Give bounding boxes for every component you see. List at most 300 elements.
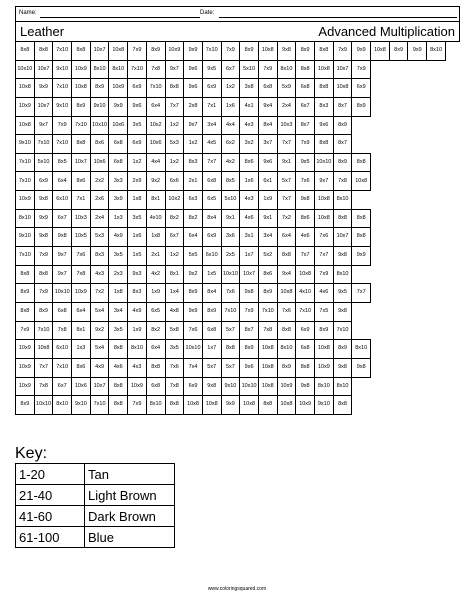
- grid-cell[interactable]: 2x3: [109, 265, 128, 284]
- grid-cell[interactable]: 10x10: [16, 60, 35, 79]
- grid-cell[interactable]: 6x9: [296, 321, 315, 340]
- grid-cell[interactable]: 4x10: [146, 209, 165, 228]
- grid-cell[interactable]: 1x6: [240, 172, 259, 191]
- grid-cell[interactable]: 9x2: [184, 265, 203, 284]
- grid-cell[interactable]: 8x8: [72, 42, 91, 61]
- grid-cell[interactable]: 5x8: [165, 321, 184, 340]
- grid-cell[interactable]: 6x10: [202, 247, 221, 266]
- grid-cell[interactable]: 8x6: [296, 209, 315, 228]
- grid-cell[interactable]: 9x10: [221, 377, 240, 396]
- grid-cell[interactable]: 10x9: [16, 340, 35, 359]
- grid-cell[interactable]: 10x9: [315, 358, 334, 377]
- grid-cell[interactable]: 8x9: [90, 79, 109, 98]
- grid-cell[interactable]: 10x8: [34, 340, 53, 359]
- grid-cell[interactable]: 8x8: [296, 358, 315, 377]
- grid-cell[interactable]: 8x10: [352, 340, 371, 359]
- grid-cell[interactable]: 9x9: [109, 97, 128, 116]
- grid-cell[interactable]: 8x9: [277, 358, 296, 377]
- grid-cell[interactable]: 5x7: [221, 321, 240, 340]
- grid-cell[interactable]: 8x10: [277, 60, 296, 79]
- grid-cell[interactable]: 7x9: [34, 284, 53, 303]
- grid-cell[interactable]: 8x5: [53, 153, 72, 172]
- grid-cell[interactable]: 3x4: [202, 116, 221, 135]
- grid-cell[interactable]: 7x1: [202, 97, 221, 116]
- grid-cell[interactable]: 3x5: [128, 116, 147, 135]
- grid-cell[interactable]: 3x8: [240, 79, 259, 98]
- grid-cell[interactable]: 7x6: [277, 302, 296, 321]
- grid-cell[interactable]: 4x10: [296, 284, 315, 303]
- grid-cell[interactable]: 2x6: [90, 191, 109, 210]
- grid-cell[interactable]: 8x10: [90, 60, 109, 79]
- grid-cell[interactable]: 8x9: [315, 321, 334, 340]
- grid-cell[interactable]: 1x2: [128, 153, 147, 172]
- grid-cell[interactable]: 1x3: [72, 340, 91, 359]
- grid-cell[interactable]: 10x3: [72, 209, 91, 228]
- grid-cell[interactable]: 1x8: [146, 228, 165, 247]
- grid-cell[interactable]: 1x2: [184, 135, 203, 154]
- grid-cell[interactable]: 4x1: [240, 97, 259, 116]
- grid-cell[interactable]: 10x8: [315, 191, 334, 210]
- grid-cell[interactable]: 9x4: [258, 97, 277, 116]
- grid-cell[interactable]: 10x6: [72, 377, 91, 396]
- grid-cell[interactable]: 10x10: [34, 396, 53, 415]
- grid-cell[interactable]: 7x7: [352, 284, 371, 303]
- grid-cell[interactable]: 10x7: [90, 377, 109, 396]
- grid-cell[interactable]: 6x4: [72, 302, 91, 321]
- grid-cell[interactable]: 10x7: [333, 228, 352, 247]
- grid-cell[interactable]: 2x8: [184, 97, 203, 116]
- grid-cell[interactable]: 3x5: [109, 247, 128, 266]
- grid-cell[interactable]: 10x9: [277, 377, 296, 396]
- grid-cell[interactable]: 8x7: [333, 97, 352, 116]
- grid-cell[interactable]: 10x9: [296, 396, 315, 415]
- grid-cell[interactable]: 8x9: [240, 42, 259, 61]
- grid-cell[interactable]: 7x6: [165, 358, 184, 377]
- grid-cell[interactable]: 7x9: [53, 116, 72, 135]
- grid-cell[interactable]: 7x10: [53, 358, 72, 377]
- grid-cell[interactable]: 7x9: [296, 135, 315, 154]
- grid-cell[interactable]: 8x7: [296, 116, 315, 135]
- grid-cell[interactable]: 2x9: [128, 172, 147, 191]
- grid-cell[interactable]: 8x9: [296, 42, 315, 61]
- grid-cell[interactable]: 5x7: [277, 172, 296, 191]
- grid-cell[interactable]: 6x7: [53, 209, 72, 228]
- grid-cell[interactable]: 10x8: [352, 172, 371, 191]
- grid-cell[interactable]: 10x8: [315, 209, 334, 228]
- grid-cell[interactable]: 7x9: [16, 321, 35, 340]
- grid-cell[interactable]: 3x7: [258, 135, 277, 154]
- grid-cell[interactable]: 8x8: [296, 60, 315, 79]
- grid-cell[interactable]: 10x9: [109, 79, 128, 98]
- grid-cell[interactable]: 7x10: [72, 116, 91, 135]
- grid-cell[interactable]: 10x8: [240, 396, 259, 415]
- grid-cell[interactable]: 10x10: [90, 116, 109, 135]
- grid-cell[interactable]: 10x8: [258, 377, 277, 396]
- grid-cell[interactable]: 10x6: [109, 116, 128, 135]
- grid-cell[interactable]: 8x8: [352, 153, 371, 172]
- grid-cell[interactable]: 8x9: [240, 340, 259, 359]
- grid-cell[interactable]: 9x8: [277, 42, 296, 61]
- grid-cell[interactable]: 1x2: [165, 153, 184, 172]
- grid-cell[interactable]: 5x3: [165, 135, 184, 154]
- grid-cell[interactable]: 6x9: [202, 79, 221, 98]
- grid-cell[interactable]: 9x7: [53, 247, 72, 266]
- grid-cell[interactable]: 1x9: [128, 321, 147, 340]
- grid-cell[interactable]: 5x5: [184, 247, 203, 266]
- grid-cell[interactable]: 1x2: [165, 116, 184, 135]
- grid-cell[interactable]: 7x9: [221, 42, 240, 61]
- grid-cell[interactable]: 7x10: [128, 60, 147, 79]
- grid-cell[interactable]: 6x4: [277, 228, 296, 247]
- grid-cell[interactable]: 10x6: [146, 135, 165, 154]
- grid-cell[interactable]: 10x8: [16, 79, 35, 98]
- grid-cell[interactable]: 6x8: [296, 340, 315, 359]
- grid-cell[interactable]: 7x10: [90, 396, 109, 415]
- grid-cell[interactable]: 4x2: [221, 153, 240, 172]
- grid-cell[interactable]: 8x8: [146, 358, 165, 377]
- grid-cell[interactable]: 8x8: [109, 377, 128, 396]
- grid-cell[interactable]: 8x10: [427, 42, 446, 61]
- grid-cell[interactable]: 1x9: [146, 284, 165, 303]
- grid-cell[interactable]: 8x1: [72, 321, 91, 340]
- grid-cell[interactable]: 4x3: [240, 116, 259, 135]
- grid-cell[interactable]: 6x4: [146, 340, 165, 359]
- grid-cell[interactable]: 7x6: [72, 247, 91, 266]
- grid-cell[interactable]: 10x8: [333, 79, 352, 98]
- grid-cell[interactable]: 10x9: [16, 97, 35, 116]
- grid-cell[interactable]: 7x9: [258, 60, 277, 79]
- grid-cell[interactable]: 10x8: [258, 42, 277, 61]
- grid-cell[interactable]: 8x8: [34, 42, 53, 61]
- grid-cell[interactable]: 6x9: [34, 172, 53, 191]
- grid-cell[interactable]: 6x3: [184, 191, 203, 210]
- grid-cell[interactable]: 10x7: [240, 265, 259, 284]
- grid-cell[interactable]: 7x9: [315, 265, 334, 284]
- grid-cell[interactable]: 7x8: [258, 321, 277, 340]
- grid-cell[interactable]: 2x4: [90, 209, 109, 228]
- grid-cell[interactable]: 8x3: [184, 153, 203, 172]
- grid-cell[interactable]: 6x9: [202, 228, 221, 247]
- grid-cell[interactable]: 10x2: [165, 191, 184, 210]
- grid-cell[interactable]: 9x1: [221, 209, 240, 228]
- grid-cell[interactable]: 9x5: [296, 153, 315, 172]
- grid-cell[interactable]: 9x9: [184, 42, 203, 61]
- grid-cell[interactable]: 7x2: [90, 284, 109, 303]
- grid-cell[interactable]: 8x9: [352, 97, 371, 116]
- grid-cell[interactable]: 8x9: [184, 284, 203, 303]
- grid-cell[interactable]: 7x10: [202, 42, 221, 61]
- grid-cell[interactable]: 8x8: [16, 265, 35, 284]
- grid-cell[interactable]: 8x10: [53, 396, 72, 415]
- grid-cell[interactable]: 8x9: [16, 284, 35, 303]
- grid-cell[interactable]: 1x7: [202, 340, 221, 359]
- grid-cell[interactable]: 4x8: [165, 302, 184, 321]
- grid-cell[interactable]: 10x9: [72, 60, 91, 79]
- grid-cell[interactable]: 7x10: [16, 247, 35, 266]
- grid-cell[interactable]: 8x8: [333, 209, 352, 228]
- grid-cell[interactable]: 7x5: [315, 302, 334, 321]
- grid-cell[interactable]: 4x6: [315, 284, 334, 303]
- grid-cell[interactable]: 9x7: [184, 116, 203, 135]
- grid-cell[interactable]: 1x2: [221, 79, 240, 98]
- grid-cell[interactable]: 7x8: [53, 321, 72, 340]
- grid-cell[interactable]: 3x2: [240, 135, 259, 154]
- grid-cell[interactable]: 7x9: [352, 60, 371, 79]
- grid-cell[interactable]: 6x9: [352, 79, 371, 98]
- grid-cell[interactable]: 10x10: [315, 153, 334, 172]
- grid-cell[interactable]: 8x9: [34, 302, 53, 321]
- grid-cell[interactable]: 6x8: [146, 377, 165, 396]
- grid-cell[interactable]: 7x7: [277, 135, 296, 154]
- grid-cell[interactable]: 2x5: [221, 247, 240, 266]
- grid-cell[interactable]: 7x9: [128, 42, 147, 61]
- grid-cell[interactable]: 8x3: [90, 247, 109, 266]
- grid-cell[interactable]: 10x8: [371, 42, 390, 61]
- grid-cell[interactable]: 3x4: [109, 302, 128, 321]
- grid-cell[interactable]: 8x8: [277, 247, 296, 266]
- grid-cell[interactable]: 8x8: [277, 321, 296, 340]
- grid-cell[interactable]: 6x8: [202, 321, 221, 340]
- grid-cell[interactable]: 8x9: [333, 153, 352, 172]
- grid-cell[interactable]: 8x10: [333, 377, 352, 396]
- grid-cell[interactable]: 6x8: [202, 172, 221, 191]
- grid-cell[interactable]: 8x10: [128, 340, 147, 359]
- grid-cell[interactable]: 9x10: [53, 60, 72, 79]
- grid-cell[interactable]: 1x9: [258, 191, 277, 210]
- grid-cell[interactable]: 9x9: [352, 42, 371, 61]
- grid-cell[interactable]: 6x8: [258, 79, 277, 98]
- grid-cell[interactable]: 10x7: [72, 153, 91, 172]
- grid-cell[interactable]: 8x10: [277, 340, 296, 359]
- grid-cell[interactable]: 8x9: [389, 42, 408, 61]
- grid-cell[interactable]: 9x8: [34, 191, 53, 210]
- grid-cell[interactable]: 7x7: [202, 153, 221, 172]
- grid-cell[interactable]: 9x10: [90, 97, 109, 116]
- grid-cell[interactable]: 9x10: [53, 97, 72, 116]
- grid-cell[interactable]: 10x9: [16, 358, 35, 377]
- grid-cell[interactable]: 8x4: [202, 284, 221, 303]
- grid-cell[interactable]: 10x8: [72, 79, 91, 98]
- grid-cell[interactable]: 5x4: [90, 340, 109, 359]
- grid-cell[interactable]: 8x2: [165, 209, 184, 228]
- grid-cell[interactable]: 10x8: [258, 340, 277, 359]
- grid-cell[interactable]: 8x8: [109, 340, 128, 359]
- grid-cell[interactable]: 9x9: [34, 79, 53, 98]
- grid-cell[interactable]: 9x1: [258, 209, 277, 228]
- grid-cell[interactable]: 3x4: [258, 228, 277, 247]
- grid-cell[interactable]: 2x4: [277, 97, 296, 116]
- grid-cell[interactable]: 8x6: [72, 358, 91, 377]
- grid-cell[interactable]: 6x10: [53, 191, 72, 210]
- grid-cell[interactable]: 8x5: [221, 172, 240, 191]
- grid-cell[interactable]: 7x8: [333, 172, 352, 191]
- grid-cell[interactable]: 10x2: [146, 116, 165, 135]
- grid-cell[interactable]: 5x7: [202, 358, 221, 377]
- grid-cell[interactable]: 9x9: [184, 302, 203, 321]
- grid-cell[interactable]: 8x10: [16, 209, 35, 228]
- grid-cell[interactable]: 8x9: [258, 284, 277, 303]
- grid-cell[interactable]: 5x3: [90, 228, 109, 247]
- grid-cell[interactable]: 10x8: [258, 358, 277, 377]
- grid-cell[interactable]: 7x10: [34, 321, 53, 340]
- grid-cell[interactable]: 1x8: [109, 284, 128, 303]
- grid-cell[interactable]: 8x9: [333, 116, 352, 135]
- grid-cell[interactable]: 1x4: [165, 284, 184, 303]
- grid-cell[interactable]: 7x7: [277, 191, 296, 210]
- name-field-line[interactable]: [40, 17, 200, 18]
- grid-cell[interactable]: 4x5: [202, 135, 221, 154]
- grid-cell[interactable]: 9x6: [315, 116, 334, 135]
- grid-cell[interactable]: 7x6: [296, 172, 315, 191]
- grid-cell[interactable]: 7x7: [296, 247, 315, 266]
- grid-cell[interactable]: 8x8: [315, 42, 334, 61]
- grid-cell[interactable]: 7x10: [53, 135, 72, 154]
- grid-cell[interactable]: 8x9: [146, 42, 165, 61]
- grid-cell[interactable]: 5x4: [90, 302, 109, 321]
- grid-cell[interactable]: 3x3: [109, 172, 128, 191]
- grid-cell[interactable]: 8x3: [315, 97, 334, 116]
- grid-cell[interactable]: 9x6: [258, 153, 277, 172]
- grid-cell[interactable]: 9x5: [333, 284, 352, 303]
- grid-cell[interactable]: 10x9: [128, 377, 147, 396]
- grid-cell[interactable]: 9x3: [128, 265, 147, 284]
- grid-cell[interactable]: 9x9: [34, 209, 53, 228]
- grid-cell[interactable]: 3x5: [109, 321, 128, 340]
- grid-cell[interactable]: 8x7: [333, 135, 352, 154]
- grid-cell[interactable]: 9x7: [165, 60, 184, 79]
- grid-cell[interactable]: 8x6: [90, 135, 109, 154]
- grid-cell[interactable]: 5x10: [240, 60, 259, 79]
- grid-cell[interactable]: 7x7: [165, 97, 184, 116]
- grid-cell[interactable]: 9x6: [184, 79, 203, 98]
- grid-cell[interactable]: 5x2: [258, 247, 277, 266]
- grid-cell[interactable]: 10x8: [277, 396, 296, 415]
- grid-cell[interactable]: 7x8: [72, 265, 91, 284]
- grid-cell[interactable]: 1x3: [109, 209, 128, 228]
- grid-cell[interactable]: 6x1: [258, 172, 277, 191]
- grid-cell[interactable]: 5x10: [34, 153, 53, 172]
- grid-cell[interactable]: 7x7: [315, 247, 334, 266]
- grid-cell[interactable]: 7x10: [296, 302, 315, 321]
- grid-cell[interactable]: 10x9: [72, 284, 91, 303]
- grid-cell[interactable]: 8x9: [72, 97, 91, 116]
- grid-cell[interactable]: 4x9: [90, 358, 109, 377]
- grid-cell[interactable]: 9x2: [146, 172, 165, 191]
- grid-cell[interactable]: 6x7: [53, 377, 72, 396]
- grid-cell[interactable]: 9x5: [202, 60, 221, 79]
- grid-cell[interactable]: 3x6: [221, 228, 240, 247]
- grid-cell[interactable]: 10x8: [315, 60, 334, 79]
- grid-cell[interactable]: 7x10: [16, 172, 35, 191]
- grid-cell[interactable]: 7x9: [240, 302, 259, 321]
- grid-cell[interactable]: 6x2: [221, 135, 240, 154]
- grid-cell[interactable]: 10x8: [16, 116, 35, 135]
- grid-cell[interactable]: 2x1: [146, 247, 165, 266]
- grid-cell[interactable]: 4x9: [128, 302, 147, 321]
- grid-cell[interactable]: 8x6: [72, 172, 91, 191]
- grid-cell[interactable]: 9x10: [16, 228, 35, 247]
- grid-cell[interactable]: 10x9: [165, 42, 184, 61]
- grid-cell[interactable]: 6x8: [53, 302, 72, 321]
- grid-cell[interactable]: 4x4: [146, 153, 165, 172]
- grid-cell[interactable]: 7x2: [277, 209, 296, 228]
- grid-cell[interactable]: 6x8: [296, 79, 315, 98]
- grid-cell[interactable]: 8x8: [16, 42, 35, 61]
- grid-cell[interactable]: 10x6: [90, 153, 109, 172]
- grid-cell[interactable]: 7x6: [315, 228, 334, 247]
- grid-cell[interactable]: 8x1: [165, 265, 184, 284]
- grid-cell[interactable]: 6x4: [53, 172, 72, 191]
- grid-cell[interactable]: 10x10: [240, 377, 259, 396]
- grid-cell[interactable]: 9x8: [333, 302, 352, 321]
- grid-cell[interactable]: 9x9: [221, 396, 240, 415]
- grid-cell[interactable]: 9x7: [315, 172, 334, 191]
- grid-cell[interactable]: 4x6: [240, 209, 259, 228]
- grid-cell[interactable]: 8x1: [146, 191, 165, 210]
- grid-cell[interactable]: 8x8: [221, 340, 240, 359]
- grid-cell[interactable]: 8x8: [352, 209, 371, 228]
- grid-cell[interactable]: 9x8: [34, 228, 53, 247]
- grid-cell[interactable]: 6x7: [296, 97, 315, 116]
- grid-cell[interactable]: 10x7: [333, 60, 352, 79]
- grid-cell[interactable]: 9x7: [53, 265, 72, 284]
- grid-cell[interactable]: 1x7: [240, 247, 259, 266]
- grid-cell[interactable]: 10x8: [296, 265, 315, 284]
- grid-cell[interactable]: 2x2: [90, 172, 109, 191]
- grid-cell[interactable]: 6x6: [165, 172, 184, 191]
- grid-cell[interactable]: 6x7: [165, 228, 184, 247]
- grid-cell[interactable]: 8x8: [109, 396, 128, 415]
- grid-cell[interactable]: 9x8: [296, 377, 315, 396]
- grid-cell[interactable]: 8x8: [34, 265, 53, 284]
- grid-cell[interactable]: 5x7: [221, 358, 240, 377]
- grid-cell[interactable]: 9x8: [296, 191, 315, 210]
- grid-cell[interactable]: 8x8: [165, 396, 184, 415]
- grid-cell[interactable]: 10x9: [16, 377, 35, 396]
- grid-cell[interactable]: 9x9: [408, 42, 427, 61]
- grid-cell[interactable]: 8x8: [315, 135, 334, 154]
- grid-cell[interactable]: 9x8: [240, 284, 259, 303]
- grid-cell[interactable]: 8x9: [202, 302, 221, 321]
- grid-cell[interactable]: 5x9: [277, 79, 296, 98]
- grid-cell[interactable]: 6x8: [109, 153, 128, 172]
- grid-cell[interactable]: 3x1: [240, 228, 259, 247]
- grid-cell[interactable]: 8x2: [184, 209, 203, 228]
- grid-cell[interactable]: 1x2: [165, 247, 184, 266]
- grid-cell[interactable]: 9x1: [277, 153, 296, 172]
- grid-cell[interactable]: 7x10: [34, 135, 53, 154]
- grid-cell[interactable]: 10x9: [16, 191, 35, 210]
- grid-cell[interactable]: 8x2: [146, 321, 165, 340]
- grid-cell[interactable]: 10x8: [277, 284, 296, 303]
- grid-cell[interactable]: 1x6: [128, 228, 147, 247]
- grid-cell[interactable]: 10x7: [90, 42, 109, 61]
- grid-cell[interactable]: 10x8: [109, 42, 128, 61]
- grid-cell[interactable]: 9x8: [53, 228, 72, 247]
- grid-cell[interactable]: 8x7: [240, 321, 259, 340]
- grid-cell[interactable]: 8x8: [165, 79, 184, 98]
- grid-cell[interactable]: 7x10: [333, 321, 352, 340]
- grid-cell[interactable]: 9x10: [16, 135, 35, 154]
- grid-cell[interactable]: 3x9: [109, 191, 128, 210]
- grid-cell[interactable]: 6x9: [128, 135, 147, 154]
- grid-cell[interactable]: 3x5: [165, 340, 184, 359]
- grid-cell[interactable]: 4x4: [221, 116, 240, 135]
- grid-cell[interactable]: 4x2: [146, 265, 165, 284]
- grid-cell[interactable]: 6x10: [53, 340, 72, 359]
- grid-cell[interactable]: 7x9: [128, 396, 147, 415]
- grid-cell[interactable]: 6x8: [109, 135, 128, 154]
